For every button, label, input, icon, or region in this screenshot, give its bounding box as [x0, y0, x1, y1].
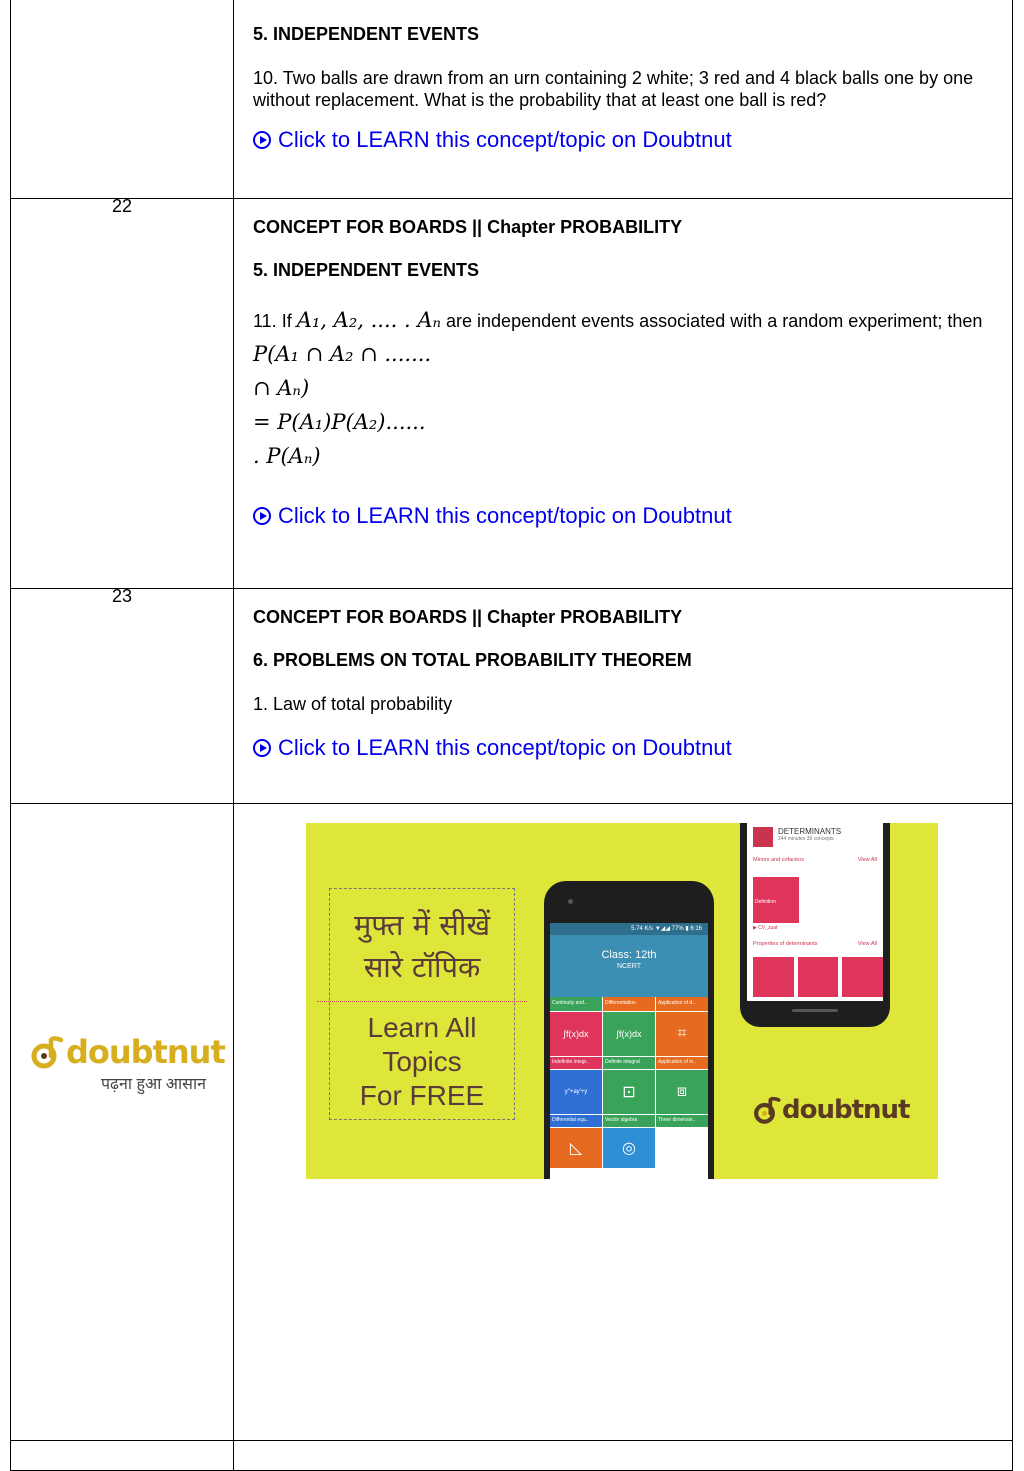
question-text: [253, 303, 994, 337]
concept-heading: CONCEPT FOR BOARDS || Chapter PROBABILITY: [253, 217, 683, 237]
logo-cell: [11, 804, 234, 1441]
tablet-view-all[interactable]: View All: [857, 857, 877, 863]
learn-link[interactable]: [253, 735, 994, 762]
row-number-text: 23: [111, 586, 133, 606]
tablet-title: DETERMINANTS: [778, 827, 842, 836]
learn-link-anchor[interactable]: [253, 735, 732, 761]
doubtnut-logo: [12, 1026, 232, 1094]
tablet-card-label: Definition: [755, 899, 776, 905]
phone-mockup: [544, 881, 714, 1179]
tile-label: Application of in..: [658, 1059, 697, 1065]
promo-hindi-line1: मुफ्त में सीखें: [353, 908, 491, 942]
phone-status-bar: [550, 923, 708, 935]
tile-label-bar: [656, 1115, 708, 1127]
tablet-card-meta: ▶ CV_zuat: [753, 925, 778, 931]
tile-label-bar: [656, 1057, 708, 1069]
tablet-subtitle: 244 minutes 39 concepts: [778, 836, 834, 842]
formula-line: ∩ Aₙ): [253, 376, 310, 400]
promo-box: [329, 888, 515, 1120]
learn-link-anchor[interactable]: [253, 127, 732, 153]
tablet-view-all[interactable]: View All: [857, 941, 877, 947]
tile-label-bar: [550, 997, 602, 1011]
promo-english: [330, 1011, 514, 1113]
play-circle-icon: [253, 507, 271, 525]
question-math: A₁, A₂, .... . Aₙ: [296, 308, 441, 332]
logo-tagline: पढ़ना हुआ आसान: [100, 1076, 206, 1093]
tile-label: Indefinite integr..: [552, 1059, 589, 1065]
tablet-property-card[interactable]: [842, 957, 883, 997]
tile-label-bar: [656, 997, 708, 1011]
empty-cell: [234, 1441, 1013, 1471]
vector-tile[interactable]: ⊡: [603, 1070, 655, 1114]
learn-link-label: Click to LEARN this concept/topic on Doubtnut: [278, 127, 732, 152]
differential-tile[interactable]: y″+ay′+y: [550, 1070, 602, 1114]
topic-heading: 5. INDEPENDENT EVENTS: [253, 24, 480, 44]
table-row: [11, 0, 1013, 199]
tile-label-bar: [603, 1115, 655, 1127]
formula-line: = P(A₁)P(A₂)......: [253, 410, 426, 434]
tile-label-bar: [603, 1057, 655, 1069]
tablet-home-bar: [792, 1009, 838, 1012]
empty-cell: [11, 1441, 234, 1471]
tile-label: Differentiation: [605, 1000, 636, 1006]
definite-integral-tile[interactable]: ∫f(x)dx: [603, 1012, 655, 1056]
logo-wordmark: [29, 1026, 232, 1070]
tablet-mockup: [740, 823, 890, 1027]
topic-heading: 6. PROBLEMS ON TOTAL PROBABILITY THEOREM: [253, 650, 692, 670]
question-text: 10. Two balls are drawn from an urn containing 2 white; 3 red and 4 black balls one by one without replacement. What is the probability that at least one ball is red?: [253, 68, 974, 110]
banner-brand-text: doubtnut: [782, 1095, 910, 1125]
tablet-card-author: CV_zuat: [758, 925, 778, 931]
promo-english-line: Topics: [382, 1046, 462, 1077]
phone-header: [550, 935, 708, 997]
tablet-property-card[interactable]: [798, 957, 839, 997]
banner-brand-logo: [752, 1095, 909, 1125]
logo-brand-text: doubtnut: [66, 1033, 225, 1071]
row-content: [234, 589, 1013, 804]
integral-tile[interactable]: ∫f(x)dx: [550, 1012, 602, 1056]
tablet-section2-label: Properties of determinants: [753, 941, 818, 947]
learn-link[interactable]: [253, 503, 994, 530]
tablet-section1-label: Minors and cofactors: [753, 857, 805, 863]
learn-link-anchor[interactable]: [253, 503, 732, 529]
tablet-definition-card[interactable]: [753, 877, 799, 923]
phone-board-label: NCERT: [617, 963, 641, 970]
play-circle-icon: [253, 131, 271, 149]
topic-heading: 5. INDEPENDENT EVENTS: [253, 260, 480, 280]
tablet-property-card[interactable]: [753, 957, 794, 997]
table-row: [11, 199, 1013, 589]
row-number: [11, 0, 234, 199]
phone-camera: [568, 899, 573, 904]
doubtnut-mascot-icon: [752, 1095, 782, 1125]
questions-table: [10, 0, 1013, 1471]
tile-label: Vector algebra: [605, 1117, 638, 1123]
phone-status-text: 5.74 K/s ▼◢◢ 77% ▮ 6:16: [631, 926, 702, 932]
tablet-screen: [747, 823, 883, 1001]
promo-hindi-line2: सारे टॉपिक: [363, 950, 481, 984]
tile-label: Differential equ..: [552, 1117, 589, 1123]
question-prefix: 11. If: [253, 311, 292, 331]
learn-link-label: Click to LEARN this concept/topic on Doubtnut: [278, 503, 732, 528]
row-number: [11, 586, 234, 804]
row-number: [11, 196, 234, 589]
phone-screen: [550, 923, 708, 1179]
play-circle-icon: [253, 739, 271, 757]
row-content: [234, 0, 1013, 199]
tile-label: Three dimensio..: [658, 1117, 696, 1123]
phone-class-label: Class: 12th: [601, 949, 657, 961]
row-content: [234, 199, 1013, 589]
promo-english-line: Learn All: [367, 1012, 477, 1043]
promo-divider: [317, 1001, 527, 1002]
promo-english-line: For FREE: [359, 1080, 485, 1111]
tablet-section1: [747, 847, 883, 863]
triangle-tile[interactable]: ◺: [550, 1128, 602, 1168]
circle-tile[interactable]: ◎: [603, 1128, 655, 1168]
formula-line: P(A₁ ∩ A₂ ∩ .......: [253, 342, 432, 366]
doubtnut-banner-ad[interactable]: [306, 823, 938, 1179]
tablet-card-row: [747, 947, 883, 997]
tablet-section2: [747, 933, 883, 947]
learn-link[interactable]: [253, 127, 994, 154]
tile-label: Continuity and..: [552, 1000, 587, 1006]
formula-block: [253, 337, 994, 473]
question-text: 1. Law of total probability: [253, 694, 453, 714]
concept-heading: CONCEPT FOR BOARDS || Chapter PROBABILITY: [253, 607, 683, 627]
three-d-tile[interactable]: ⧈: [656, 1070, 708, 1114]
tile-label-bar: [550, 1115, 602, 1127]
table-row: [11, 589, 1013, 804]
tile-label: Application of d..: [658, 1000, 695, 1006]
determinants-icon: [753, 827, 773, 847]
question-suffix: are independent events associated with a random experiment; then: [446, 311, 983, 331]
formula-line: . P(Aₙ): [253, 444, 321, 468]
tile-label-bar: [603, 997, 655, 1011]
tile-label-bar: [550, 1057, 602, 1069]
blank-tile: [656, 1128, 708, 1168]
graph-tile[interactable]: ⌗: [656, 1012, 708, 1056]
tablet-header: [747, 823, 883, 847]
table-row: [11, 1441, 1013, 1471]
tablet-title-block: [778, 827, 841, 842]
learn-link-label: Click to LEARN this concept/topic on Doubtnut: [278, 735, 732, 760]
doubtnut-mascot-icon: [29, 1034, 65, 1070]
tile-label: Definite integral: [605, 1059, 640, 1065]
phone-tile-grid: [550, 997, 708, 1168]
row-number-text: 22: [111, 196, 133, 216]
